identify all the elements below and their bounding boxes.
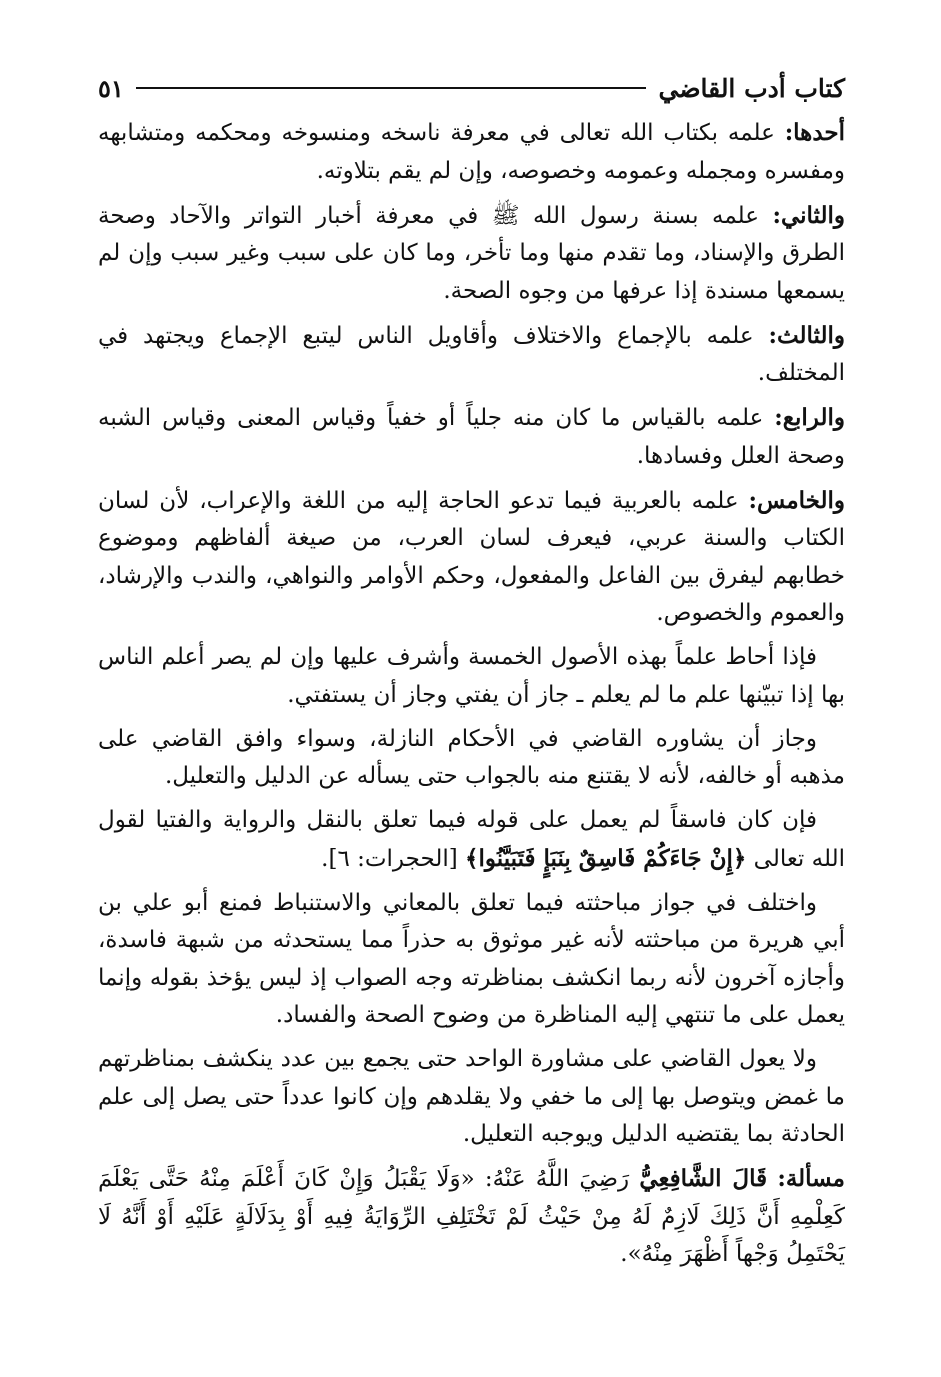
paragraph-consultation bbox=[98, 721, 845, 796]
page-header bbox=[98, 68, 845, 108]
paragraph-disagreement bbox=[98, 885, 845, 1035]
paragraph-text: علمه بالإجماع والاختلاف وأقاويل الناس ليتبع الإجماع ويجتهد في المختلف. bbox=[98, 322, 845, 386]
page-body bbox=[98, 114, 845, 1280]
paragraph-lead: والرابع: bbox=[774, 404, 845, 431]
paragraph-lead: والخامس: bbox=[748, 486, 845, 514]
paragraph-lead: مسألة: bbox=[777, 1165, 846, 1192]
paragraph-second-condition bbox=[98, 197, 845, 311]
paragraph-fifth-condition bbox=[98, 482, 845, 633]
quran-verse: ﴿إِنْ جَاءَكُمْ فَاسِقٌ بِنَبَإٍ فَتَبَيَّنُوا﴾ bbox=[465, 844, 747, 872]
verse-reference: [الحجرات: ٦]. bbox=[321, 845, 465, 872]
paragraph-text: فإذا أحاط علماً بهذه الأصول الخمسة وأشرف عليها وإن لم يصر أعلم الناس بها إذا تبيّنها علم ما لم يعلم ـ جاز أن يفتي وجاز أن يستفتي. bbox=[98, 644, 845, 708]
paragraph-text: ولا يعول القاضي على مشاورة الواحد حتى يجمع بين عدد ينكشف بمناظرتهم ما غمض ويتوصل بها إلى ما خفي ولا يقلدهم وإن كانوا عدداً حتى يصل إلى علم الحادثة بما يقتضيه الدليل ويوجبه التعليل. bbox=[98, 1046, 845, 1147]
paragraph-lead: والثاني: bbox=[772, 201, 845, 229]
paragraph-fourth-condition bbox=[98, 399, 845, 475]
paragraph-text: علمه بالقياس ما كان منه جلياً أو خفياً وقياس المعنى وقياس الشبه وصحة العلل وفسادها. bbox=[98, 405, 845, 469]
paragraph-text: وجاز أن يشاوره القاضي في الأحكام النازلة، وسواء وافق القاضي على مذهبه أو خالفه، لأنه لا يقتنع منه بالجواب حتى يسأله عن الدليل والتعليل. bbox=[98, 725, 845, 789]
paragraph-text: علمه بسنة رسول الله ﷺ في معرفة أخبار التواتر والآحاد وصحة الطرق والإسناد، وما تقدم منها وما تأخر، وما كان على سبب وغير سبب وإن لم يسمعها مسندة إذا عرفها من وجوه الصحة. bbox=[98, 202, 845, 304]
paragraph-text: علمه بكتاب الله تعالى في معرفة ناسخه ومنسوخه ومحكمه ومتشابهه ومفسره ومجمله وعمومه وخصوصه، وإن لم يقم بتلاوته. bbox=[98, 120, 845, 184]
paragraph-fasiq bbox=[98, 802, 845, 878]
shafii-quote: رَضِيَ اللَّهُ عَنْهُ: «وَلَا يَقْبَلُ وَإِنْ كَانَ أَعْلَمَ مِنْهُ حَتَّى يَعْلَمَ كَعِلْمِهِ أَنَّ ذَلِكَ لَازِمٌ لَهُ مِنْ حَيْثُ لَمْ تَخْتَلِفِ الرِّوَايَةُ فِيهِ أَوْ بِدَلَالَةٍ عَلَيْهِ أَوْ أَنَّهُ لَا يَحْتَمِلُ وَجْهاً أَظْهَرَ مِنْهُ». bbox=[98, 1166, 845, 1267]
paragraph-text: فإن كان فاسقاً لم يعمل على قوله فيما تعلق بالنقل والرواية والفتيا لقول الله تعالى bbox=[98, 807, 845, 872]
paragraph-fatwa bbox=[98, 639, 845, 714]
paragraph-masala bbox=[98, 1160, 845, 1274]
paragraph-third-condition bbox=[98, 317, 845, 393]
paragraph-text: علمه بالعربية فيما تدعو الحاجة إليه من اللغة والإعراب، لأن لسان الكتاب والسنة عربي، فيعرف لسان العرب، من صيغة ألفاظهم وموضوع خطابهم ليفرق بين الفاعل والمفعول، وحكم الأوامر والنواهي، والندب والإرشاد، والعموم والخصوص. bbox=[98, 487, 845, 626]
header-rule bbox=[136, 87, 647, 89]
paragraph-lead: أحدها: bbox=[784, 119, 845, 146]
paragraph-lead: والثالث: bbox=[768, 321, 845, 349]
spacer-text bbox=[767, 1166, 777, 1192]
paragraph-multiple-consultants bbox=[98, 1041, 845, 1154]
paragraph-text: واختلف في جواز مباحثته فيما تعلق بالمعاني والاستنباط فمنع أبو علي بن أبي هريرة من مباحثته لأنه غير موثوق به حذراً مما يستحدثه من شبهة فاسدة، وأجازه آخرون لأنه ربما انكشف بمناظرته وجه الصواب إذ ليس يؤخذ بقوله وإنما يعمل على ما تنتهي إليه المناظرة من وضوح الصحة والفساد. bbox=[98, 889, 845, 1028]
paragraph-first-condition bbox=[98, 114, 845, 190]
page-number: ٥١ bbox=[98, 73, 124, 103]
book-title: كتاب أدب القاضي bbox=[658, 73, 845, 103]
shafii-attribution: قَالَ الشَّافِعِيُّ bbox=[639, 1165, 768, 1192]
